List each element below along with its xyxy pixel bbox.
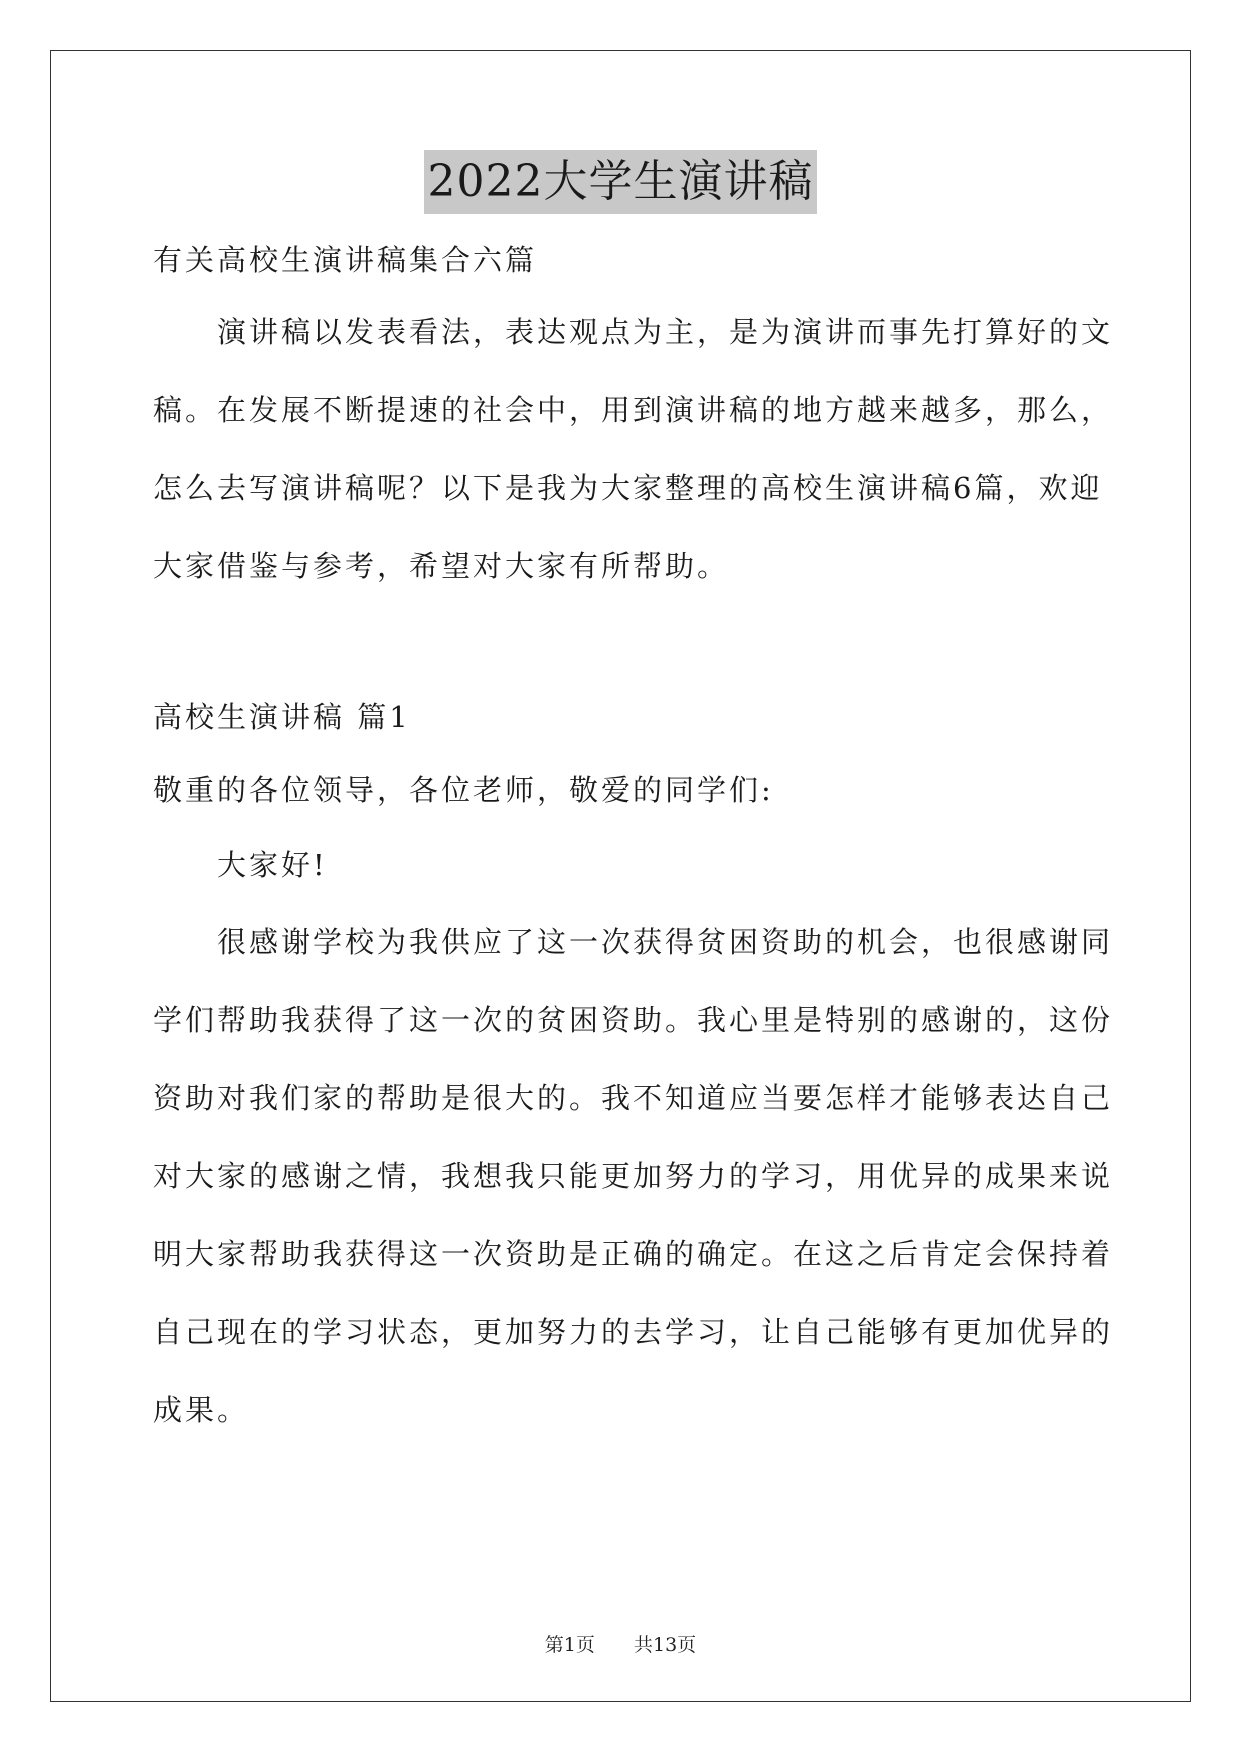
document-title: 2022大学生演讲稿 xyxy=(424,150,818,214)
intro-line: 演讲稿以发表看法，表达观点为主，是为演讲而事先打算好的文 xyxy=(153,315,1114,349)
page-number: 第1页 xyxy=(544,1634,595,1656)
body-line: 很感谢学校为我供应了这一次获得贫困资助的机会，也很感谢同 xyxy=(153,925,1114,959)
salutation: 敬重的各位领导，各位老师，敬爱的同学们: xyxy=(153,773,774,807)
body-line: 成果。 xyxy=(153,1393,250,1427)
intro-line: 稿。在发展不断提速的社会中，用到演讲稿的地方越来越多，那么， xyxy=(153,393,1114,427)
body-line: 资助对我们家的帮助是很大的。我不知道应当要怎样才能够表达自己 xyxy=(153,1081,1114,1115)
page-footer xyxy=(0,1630,1241,1657)
body-line: 明大家帮助我获得这一次资助是正确的确定。在这之后肯定会保持着 xyxy=(153,1237,1114,1271)
title-container xyxy=(0,150,1241,214)
body-line: 对大家的感谢之情，我想我只能更加努力的学习，用优异的成果来说 xyxy=(153,1159,1114,1193)
intro-line: 怎么去写演讲稿呢？以下是我为大家整理的高校生演讲稿6篇，欢迎 xyxy=(153,471,1103,505)
greeting: 大家好! xyxy=(153,848,328,882)
body-line: 自己现在的学习状态，更加努力的去学习，让自己能够有更加优异的 xyxy=(153,1315,1114,1349)
intro-line: 大家借鉴与参考，希望对大家有所帮助。 xyxy=(153,549,730,583)
section-heading: 高校生演讲稿 篇1 xyxy=(153,700,411,734)
body-line: 学们帮助我获得了这一次的贫困资助。我心里是特别的感谢的，这份 xyxy=(153,1003,1114,1037)
subtitle: 有关高校生演讲稿集合六篇 xyxy=(153,243,538,277)
page-total: 共13页 xyxy=(634,1634,697,1656)
